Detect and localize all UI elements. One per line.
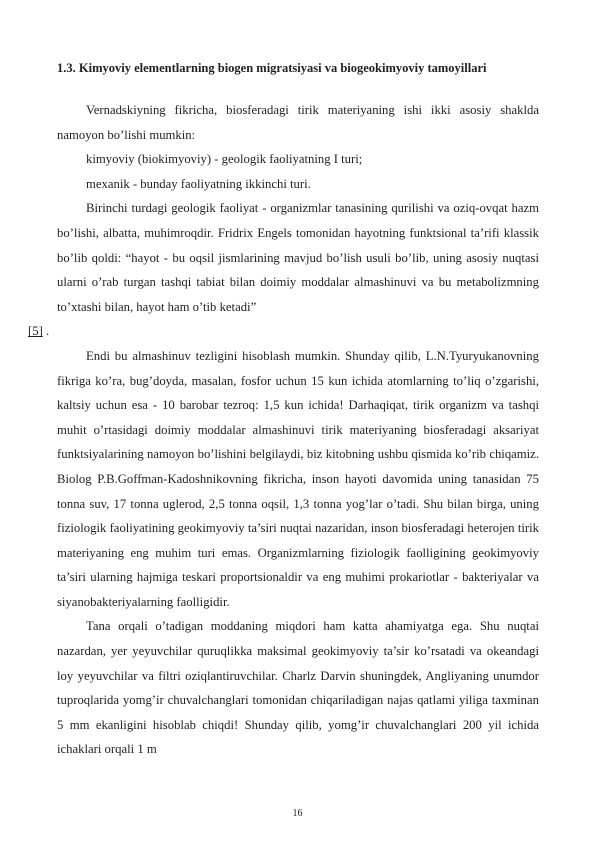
paragraph-1: Vernadskiyning fikricha, biosferadagi tirik materiyaning ishi ikki asosiy shaklda namoyon bo’lishi mumkin: <box>57 103 539 142</box>
body-text <box>28 98 539 762</box>
paragraph-6: Tana orqali o’tadigan moddaning miqdori ham katta ahamiyatga ega. Shu nuqtai nazardan, yer yeyuvchilar quruqlikka maksimal geokimyoviy ta’sir ko’rsatadi va okeandagi loy yeyuvchilar va filtri oziqlantiruvchilar. Charlz Darvin shuningdek, Angliyaning unumdor tuproqlarida yomg’ir chuvalchanglari tomonidan chiqariladigan najas qatlami yiliga taxminan 5 mm ekanligini hisoblab chiqdi! Shunday qilib, yomg’ir chuvalchanglari 200 yil ichida ichaklari orqali 1 m <box>57 619 539 757</box>
reference-link[interactable]: [5] <box>28 324 43 339</box>
paragraph-4 <box>28 196 539 344</box>
section-heading: 1.3. Kimyoviy elementlarning biogen migratsiyasi va biogeokimyoviy tamoyillari <box>57 61 487 75</box>
paragraph-3: mexanik - bunday faoliyatning ikkinchi turi. <box>86 176 311 191</box>
paragraph-4-tail: . <box>42 324 50 339</box>
paragraph-5: Endi bu almashinuv tezligini hisoblash mumkin. Shunday qilib, L.N.Tyuryukanovning fikriga ko’ra, bug’doyda, masalan, fosfor uchun 15 kun ichida atomlarning to’liq o’zgarishi, kaltsiy uchun esa - 10 barobar tezroq: 1,5 kun ichida! Darhaqiqat, tirik organizm va tashqi muhit o’rtasidagi doimiy moddalar almashinuvi tirik materiyaning biosferadagi aksariyat funktsiyalarining namoyon bo’lishini belgilaydi, biz kitobning ushbu qismida ko’rib chiqamiz. Biolog P.B.Goffman-Kadoshnikovning fikricha, inson hayoti davomida uning tanasidan 75 tonna suv, 17 tonna uglerod, 2,5 tonna oqsil, 1,3 tonna yog’lar o’tadi. Shu bilan birga, uning fiziologik faoliyatining geokimyoviy ta’siri nuqtai nazaridan, inson biosferadagi heterojen tirik materiyaning eng muhim turi emas. Organizmlarning fiziologik faolligining geokimyoviy ta’siri ularning hajmiga teskari proportsionaldir va eng muhimi prokariotlar - bakteriyalar va siyanobakteriyalarning faolligidir. <box>57 348 539 609</box>
paragraph-2: kimyoviy (biokimyoviy) - geologik faoliyatning I turi; <box>86 152 363 167</box>
page-number: 16 <box>292 808 303 819</box>
paragraph-4-text: Birinchi turdagi geologik faoliyat - organizmlar tanasining qurilishi va oziq-ovqat hazm bo’lishi, albatta, muhimroqdir. Fridrix Engels tomonidan hayotning funktsional ta’rifi klassik bo’lib qoldi: “hayot - bu oqsil jismlarining mavjud bo’lish usuli bo’lib, uning asosiy nuqtasi ularni o’rab turgan tashqi tabiat bilan doimiy moddalar almashinuvi va bu metabolizmning to’xtashi bilan, hayot ham o’tib ketadi” <box>57 201 539 314</box>
